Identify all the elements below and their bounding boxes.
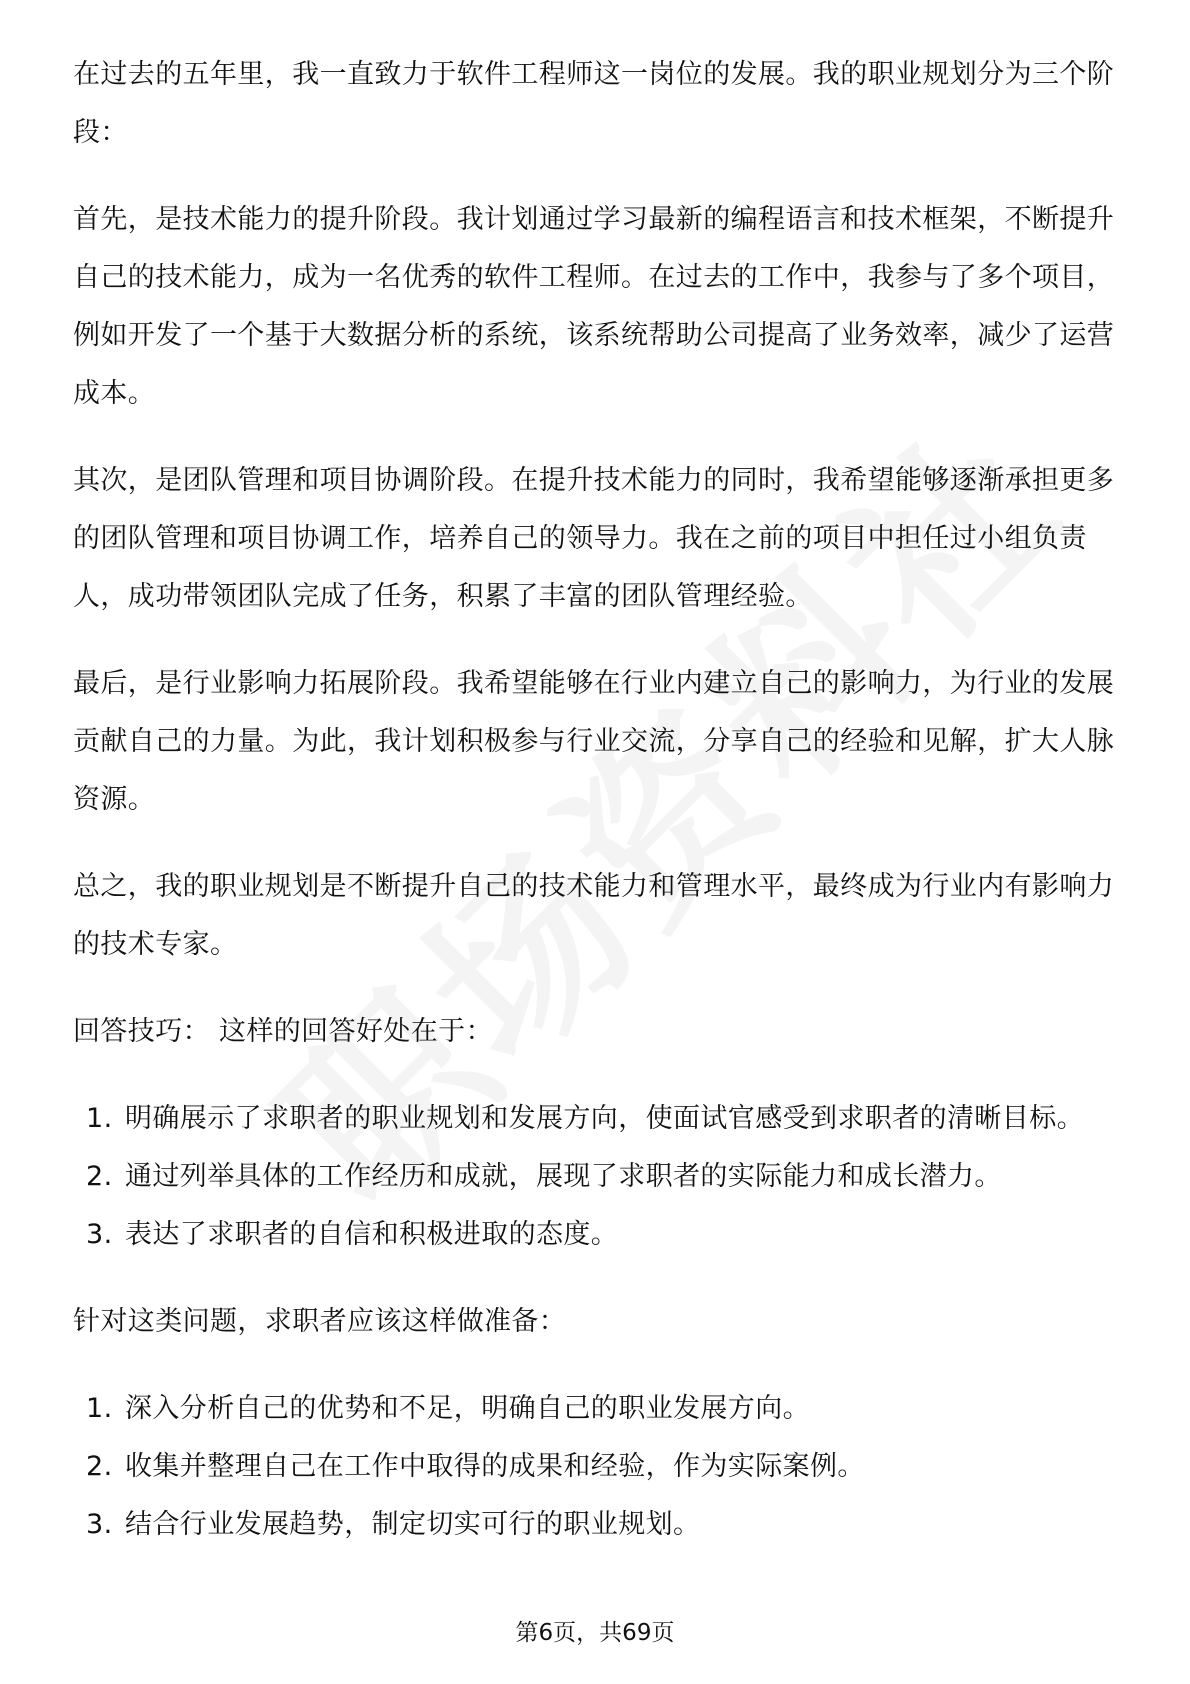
preparation-list	[73, 1380, 1123, 1554]
list-item-text: 表达了求职者的自信和积极进取的态度。	[125, 1219, 619, 1250]
list-item	[73, 1206, 1123, 1264]
answer-tips-heading: 回答技巧： 这样的回答好处在于：	[73, 1016, 493, 1047]
stage-two-paragraph: 其次，是团队管理和项目协调阶段。在提升技术能力的同时，我希望能够逐渐承担更多的团队管理和项目协调工作，培养自己的领导力。我在之前的项目中担任过小组负责人，成功带领团队完成了任务，积累了丰富的团队管理经验。	[73, 465, 1115, 612]
list-item-number: 3.	[86, 1509, 113, 1540]
answer-tips-list	[73, 1090, 1123, 1264]
list-item	[73, 1090, 1123, 1148]
summary-paragraph: 总之，我的职业规划是不断提升自己的技术能力和管理水平，最终成为行业内有影响力的技术专家。	[73, 871, 1115, 960]
list-item-number: 3.	[86, 1219, 113, 1250]
page-number-footer: 第6页，共69页	[515, 1620, 675, 1646]
list-item-number: 1.	[86, 1393, 113, 1424]
document-body	[73, 46, 1123, 1583]
stage-one-paragraph: 首先，是技术能力的提升阶段。我计划通过学习最新的编程语言和技术框架，不断提升自己的技术能力，成为一名优秀的软件工程师。在过去的工作中，我参与了多个项目，例如开发了一个基于大数据分析的系统，该系统帮助公司提高了业务效率，减少了运营成本。	[73, 204, 1115, 409]
list-item	[73, 1380, 1123, 1438]
list-item	[73, 1438, 1123, 1496]
list-item-number: 1.	[86, 1103, 113, 1134]
list-item-number: 2.	[86, 1161, 113, 1192]
list-item-text: 通过列举具体的工作经历和成就，展现了求职者的实际能力和成长潜力。	[125, 1161, 1002, 1192]
list-item	[73, 1496, 1123, 1554]
intro-paragraph: 在过去的五年里，我一直致力于软件工程师这一岗位的发展。我的职业规划分为三个阶段：	[73, 59, 1115, 148]
preparation-heading: 针对这类问题，求职者应该这样做准备：	[73, 1306, 567, 1337]
list-item-text: 深入分析自己的优势和不足，明确自己的职业发展方向。	[125, 1393, 810, 1424]
list-item-number: 2.	[86, 1451, 113, 1482]
list-item-text: 结合行业发展趋势，制定切实可行的职业规划。	[125, 1509, 701, 1540]
list-item-text: 明确展示了求职者的职业规划和发展方向，使面试官感受到求职者的清晰目标。	[125, 1103, 1084, 1134]
stage-three-paragraph: 最后，是行业影响力拓展阶段。我希望能够在行业内建立自己的影响力，为行业的发展贡献自己的力量。为此，我计划积极参与行业交流，分享自己的经验和见解，扩大人脉资源。	[73, 668, 1115, 815]
list-item	[73, 1148, 1123, 1206]
list-item-text: 收集并整理自己在工作中取得的成果和经验，作为实际案例。	[125, 1451, 865, 1482]
